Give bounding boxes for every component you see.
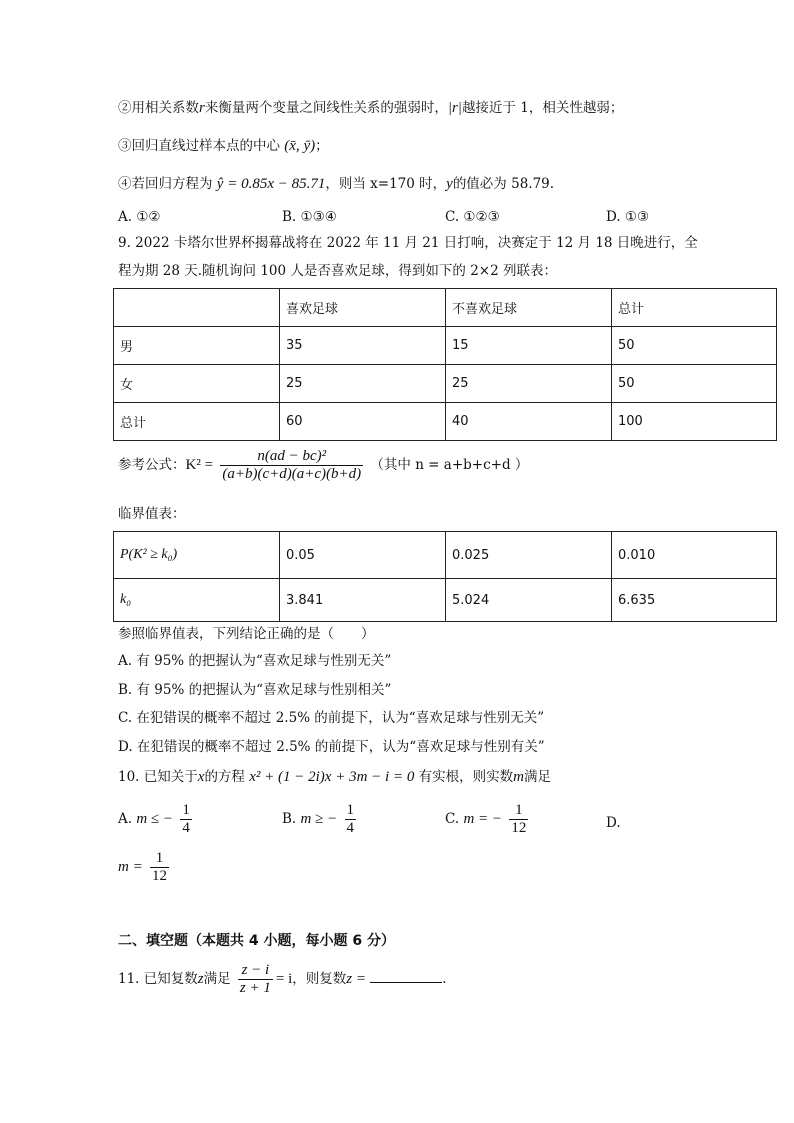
var-r: r xyxy=(199,100,205,116)
table-cell: 60 xyxy=(280,403,446,441)
table-cell: P(K² ≥ k₀) xyxy=(114,532,280,579)
formula-fraction xyxy=(220,448,363,483)
table-cell: 50 xyxy=(612,365,777,403)
q9-option-b[interactable]: B. 有 95% 的把握认为“喜欢足球与性别相关” xyxy=(118,682,392,698)
frac-numerator: 1 xyxy=(150,850,169,868)
var-x: x xyxy=(197,769,205,785)
q8-option-a[interactable]: A. ①② xyxy=(118,209,161,225)
table-row xyxy=(114,365,777,403)
statement-4 xyxy=(118,174,554,194)
q11-rhs: = i xyxy=(275,971,293,987)
option-fraction xyxy=(345,802,357,837)
table-cell: 15 xyxy=(446,327,612,365)
section-title: 二、填空题（本题共 4 小题，每小题 6 分） xyxy=(118,933,395,949)
frac-numerator: z − i xyxy=(238,962,273,980)
table-cell: 0.05 xyxy=(280,532,446,579)
table-cell: 40 xyxy=(446,403,612,441)
q10-option-a[interactable] xyxy=(118,802,195,837)
statement-2-middle: 来衡量两个变量之间线性关系的强弱时， xyxy=(204,100,448,116)
reference-formula xyxy=(118,446,528,486)
q10-option-d-label[interactable]: D. xyxy=(606,815,621,831)
q11-suffix: . xyxy=(442,971,447,987)
table-cell: k₀ xyxy=(114,579,280,622)
q9-question: 参照临界值表，下列结论正确的是（ ） xyxy=(118,626,375,642)
option-label: B. xyxy=(282,811,297,827)
q9-stem-line1: 9. 2022 卡塔尔世界杯揭幕战将在 2022 年 11 月 21 日打响，决赛定于 12 月 18 日晚进行，全 xyxy=(118,235,698,251)
statement-2-prefix: ②用相关系数 xyxy=(118,100,199,116)
frac-denominator: 4 xyxy=(182,820,190,836)
table-cell: 35 xyxy=(280,327,446,365)
statement-4-middle: ，则当 x=170 时， xyxy=(325,176,447,192)
statement-3-prefix: ③回归直线过样本点的中心 xyxy=(118,138,280,154)
frac-numerator: 1 xyxy=(509,802,528,820)
q11-z-eq: z = xyxy=(346,971,366,987)
q10-option-c[interactable] xyxy=(445,802,531,837)
statement-2-suffix: 越接近于 1，相关性越弱； xyxy=(461,100,624,116)
statement-4-prefix: ④若回归方程为 xyxy=(118,176,213,192)
table-row xyxy=(114,579,777,622)
regression-equation: ŷ = 0.85x − 85.71 xyxy=(216,176,326,192)
abs-r: |r| xyxy=(447,100,462,116)
statement-3-suffix: ； xyxy=(315,138,329,154)
frac-denominator: 4 xyxy=(346,820,354,836)
table-cell: 25 xyxy=(446,365,612,403)
table-cell: 5.024 xyxy=(446,579,612,622)
table-header-row xyxy=(114,289,777,327)
option-lhs: m = xyxy=(118,859,143,875)
frac-denominator: 12 xyxy=(152,868,168,884)
table-cell: 3.841 xyxy=(280,579,446,622)
table-cell: 0.025 xyxy=(446,532,612,579)
table-cell: 喜欢足球 xyxy=(280,289,446,327)
critical-label: 临界值表： xyxy=(118,506,186,522)
table-cell: 25 xyxy=(280,365,446,403)
frac-denominator: z + 1 xyxy=(239,980,271,996)
q8-option-b[interactable]: B. ①③④ xyxy=(282,209,337,225)
option-fraction xyxy=(180,802,192,837)
frac-numerator: 1 xyxy=(182,802,190,818)
table-cell: 100 xyxy=(612,403,777,441)
frac-numerator: 1 xyxy=(346,802,354,818)
var-y: y xyxy=(446,176,453,192)
q10-middle: 的方程 xyxy=(204,769,245,785)
table-cell: 男 xyxy=(114,327,280,365)
table-cell: 总计 xyxy=(612,289,777,327)
option-fraction xyxy=(509,802,528,837)
statement-3 xyxy=(118,136,329,156)
formula-numerator: n(ad − bc)² xyxy=(220,448,363,466)
formula-note: （其中 n = a+b+c+d ） xyxy=(370,457,529,473)
option-label: A. xyxy=(118,811,133,827)
q10-equation: x² + (1 − 2i)x + 3m − i = 0 xyxy=(249,769,415,785)
option-lhs: m ≤ − xyxy=(136,811,174,827)
var-m: m xyxy=(513,769,524,785)
q10-prefix: 10. 已知关于 xyxy=(118,769,198,785)
critical-value-table xyxy=(113,531,777,622)
table-cell: 总计 xyxy=(114,403,280,441)
table-cell: 不喜欢足球 xyxy=(446,289,612,327)
q9-option-c[interactable]: C. 在犯错误的概率不超过 2.5% 的前提下，认为“喜欢足球与性别无关” xyxy=(118,710,545,726)
option-fraction xyxy=(150,850,169,885)
answer-blank[interactable] xyxy=(370,968,442,983)
q11-stem xyxy=(118,960,447,1000)
table-row xyxy=(114,327,777,365)
q11-prefix: 11. 已知复数 xyxy=(118,971,198,987)
q10-option-b[interactable] xyxy=(282,802,359,837)
formula-lhs: K² = xyxy=(185,457,214,473)
statement-4-suffix: 的值必为 58.79. xyxy=(452,176,555,192)
option-label: C. xyxy=(445,811,460,827)
table-row xyxy=(114,532,777,579)
table-row xyxy=(114,403,777,441)
q8-option-d[interactable]: D. ①③ xyxy=(606,209,650,225)
statement-2 xyxy=(118,98,623,118)
q11-after: ，则复数 xyxy=(292,971,347,987)
q11-middle: 满足 xyxy=(203,971,231,987)
option-lhs: m = − xyxy=(463,811,503,827)
table-cell: 6.635 xyxy=(612,579,777,622)
formula-label: 参考公式： xyxy=(118,457,186,473)
var-z: z xyxy=(197,971,204,987)
frac-denominator: 12 xyxy=(511,820,527,836)
formula-denominator: (a+b)(c+d)(a+c)(b+d) xyxy=(222,466,362,482)
contingency-table xyxy=(113,288,777,441)
q9-option-d[interactable]: D. 在犯错误的概率不超过 2.5% 的前提下，认为“喜欢足球与性别有关” xyxy=(118,739,545,755)
q9-option-a[interactable]: A. 有 95% 的把握认为“喜欢足球与性别无关” xyxy=(118,653,392,669)
q11-fraction xyxy=(238,962,273,997)
q10-stem xyxy=(118,767,551,787)
q10-suffix: 满足 xyxy=(523,769,551,785)
q8-option-c[interactable]: C. ①②③ xyxy=(445,209,500,225)
table-cell: 女 xyxy=(114,365,280,403)
q9-stem-line2: 程为期 28 天.随机询问 100 人是否喜欢足球，得到如下的 2×2 列联表： xyxy=(118,263,557,279)
option-lhs: m ≥ − xyxy=(300,811,338,827)
table-cell: 50 xyxy=(612,327,777,365)
table-cell: 0.010 xyxy=(612,532,777,579)
sample-center-point: (x̄, ȳ) xyxy=(284,138,316,154)
table-cell xyxy=(114,289,280,327)
q10-after: 有实根，则实数 xyxy=(418,769,514,785)
q10-option-d[interactable] xyxy=(118,850,172,885)
